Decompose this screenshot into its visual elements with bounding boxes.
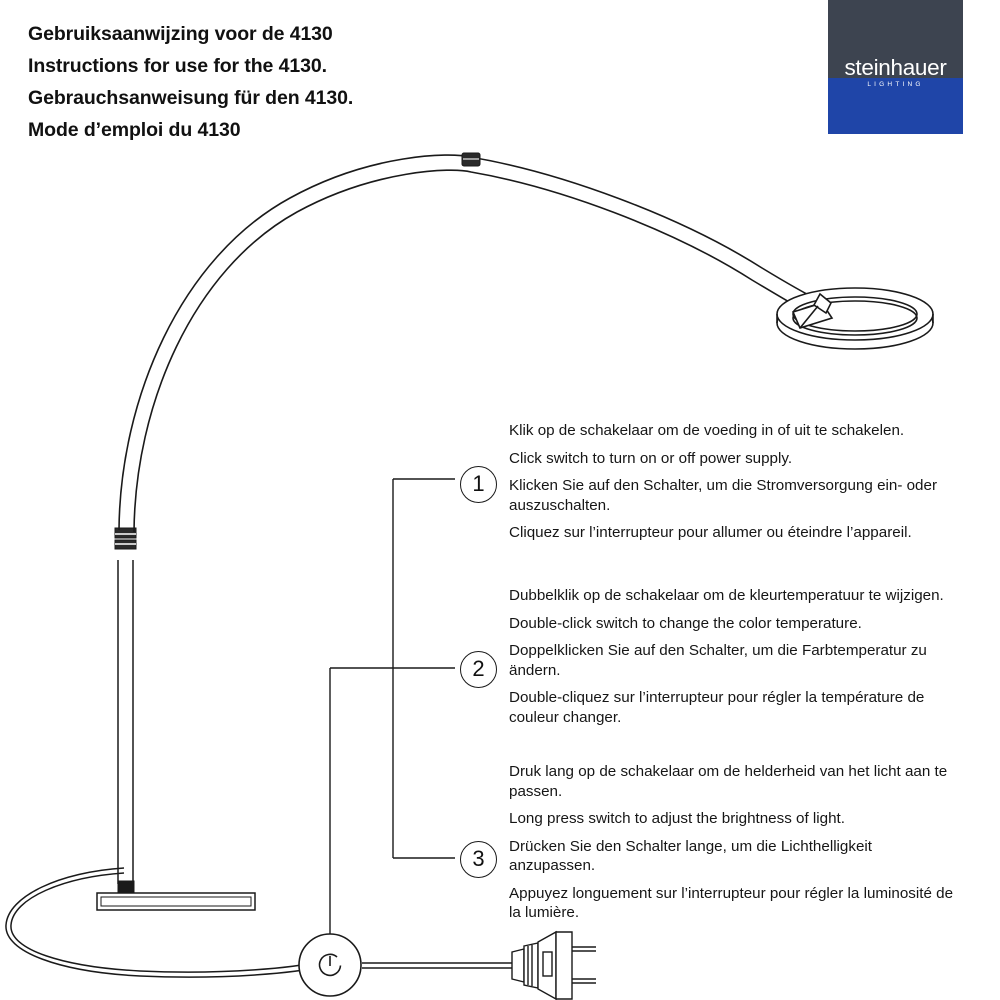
- instruction-1-en: Click switch to turn on or off power supply.: [509, 449, 793, 467]
- logo-tagline: LIGHTING: [867, 81, 924, 88]
- instruction-block-1: [509, 421, 961, 543]
- logo-wordmark: steinhauer: [844, 55, 947, 80]
- power-cable: [6, 868, 512, 977]
- title-line-en: Instructions for use for the 4130.: [28, 55, 327, 77]
- instruction-1-de: Klicken Sie auf den Schalter, um die Stromversorgung ein- oder auszuschalten.: [509, 477, 938, 514]
- instruction-2-fr: Double-cliquez sur l’interrupteur pour régler la température de couleur changer.: [509, 689, 925, 726]
- instruction-2-de: Doppelklicken Sie auf den Schalter, um die Farbtemperatur zu ändern.: [509, 642, 927, 679]
- title-line-de: Gebrauchsanweisung für den 4130.: [28, 87, 354, 109]
- base-plate: [97, 881, 255, 910]
- arc-joint-apex: [462, 153, 480, 166]
- steinhauer-logo: [828, 0, 963, 134]
- instruction-block-3: [509, 762, 961, 923]
- power-plug: [512, 932, 596, 999]
- instruction-3-fr: Appuyez longuement sur l’interrupteur pour régler la luminosité de la lumière.: [509, 884, 954, 921]
- inline-switch[interactable]: [299, 934, 361, 996]
- callout-leader-lines: [330, 479, 455, 858]
- callout-3[interactable]: 3: [460, 841, 497, 878]
- instruction-3-en: Long press switch to adjust the brightness of light.: [509, 810, 846, 827]
- instruction-1-fr: Cliquez sur l’interrupteur pour allumer ou éteindre l’appareil.: [509, 524, 912, 541]
- title-line-fr: Mode d’emploi du 4130: [28, 119, 241, 141]
- instruction-3-de: Drücken Sie den Schalter lange, um die Lichthelligkeit anzupassen.: [509, 837, 873, 874]
- vertical-pole: [118, 560, 133, 884]
- instruction-block-2: [509, 586, 961, 727]
- callout-1[interactable]: 1: [460, 466, 497, 503]
- callout-2[interactable]: 2: [460, 651, 497, 688]
- ring-lamp-head: [777, 288, 933, 349]
- power-icon: [320, 954, 341, 975]
- instruction-2-nl: Dubbelklik op de schakelaar om de kleurtemperatuur te wijzigen.: [509, 587, 944, 604]
- page-title: [28, 18, 588, 146]
- instruction-1-nl: Klik op de schakelaar om de voeding in of uit te schakelen.: [509, 422, 905, 439]
- pole-joint: [115, 528, 136, 549]
- title-line-nl: Gebruiksaanwijzing voor de 4130: [28, 23, 333, 45]
- instruction-2-en: Double-click switch to change the color temperature.: [509, 614, 862, 632]
- instruction-3-nl: Druk lang op de schakelaar om de helderheid van het licht aan te passen.: [509, 763, 948, 800]
